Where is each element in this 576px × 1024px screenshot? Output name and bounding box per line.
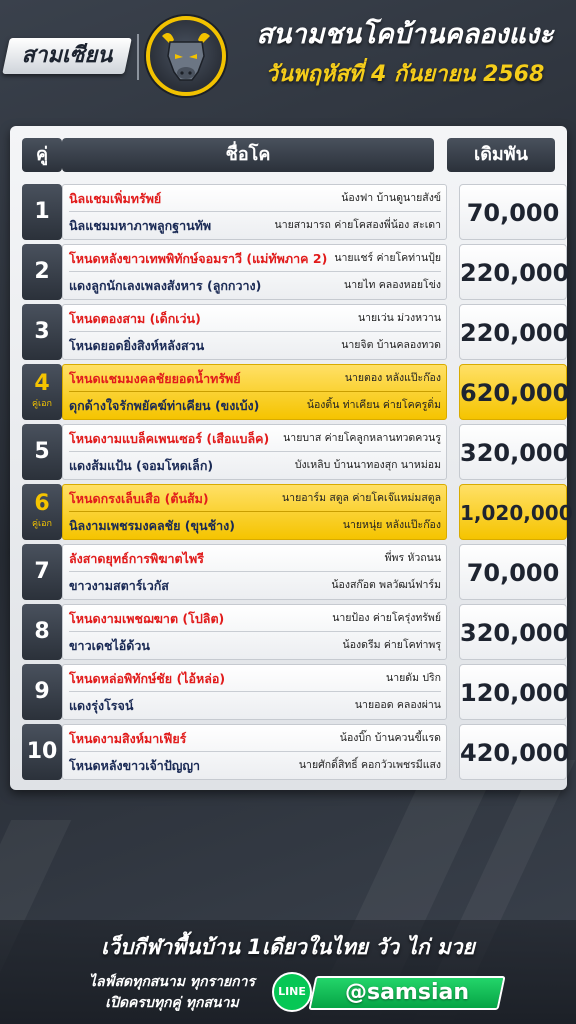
column-header-name: ชื่อโค bbox=[62, 138, 434, 172]
blue-owner: นายศักดิ์สิทธิ์ คอกวัวเพชรมีแสง bbox=[298, 759, 441, 771]
bet-amount: 320,000 bbox=[459, 424, 567, 480]
pair-number-value: 7 bbox=[34, 559, 50, 584]
brand-name: สามเซียน bbox=[21, 43, 113, 68]
blue-corner bbox=[69, 632, 441, 659]
blue-cock-name: ดุกด้างใจรักพยัคฆ์ท่าเคียน (ขงเบ้ง) bbox=[69, 398, 260, 413]
table-row bbox=[22, 724, 570, 780]
blue-owner: นายออด คลองผ่าน bbox=[354, 699, 441, 711]
red-cock-name: โหนดงามเพชฌฆาต (โปลิต) bbox=[69, 611, 225, 626]
bet-amount: 220,000 bbox=[459, 304, 567, 360]
red-corner bbox=[69, 245, 441, 272]
red-owner: นายดัม ปริก bbox=[386, 672, 441, 684]
pair-number bbox=[22, 724, 62, 780]
header-divider bbox=[137, 34, 139, 80]
red-cock-name: โหนดหล่อพิทักษ์ชัย (ไอ้หล่อ) bbox=[69, 671, 226, 686]
pair-number-value: 8 bbox=[34, 619, 50, 644]
pair-number bbox=[22, 244, 62, 300]
pair-number bbox=[22, 424, 62, 480]
blue-corner bbox=[69, 452, 441, 479]
red-cock-name: โหนดงามสิงห์มาเฟียร์ bbox=[69, 731, 187, 746]
cock-names bbox=[62, 484, 447, 540]
blue-cock-name: นิลแชมมหาภาพลูกฐานทัพ bbox=[69, 218, 212, 233]
column-header-pair: คู่ bbox=[22, 138, 62, 172]
line-id-label: @samsian bbox=[344, 980, 469, 1005]
pair-number-value: 4 bbox=[34, 371, 50, 396]
bet-amount: 220,000 bbox=[459, 244, 567, 300]
red-owner: น้องบิ๊ก บ้านควนขี้แรด bbox=[339, 732, 441, 744]
pair-number-value: 2 bbox=[34, 259, 50, 284]
cock-names bbox=[62, 544, 447, 600]
blue-owner: น้องดรีม ค่ายโคท่าพรุ bbox=[342, 639, 441, 651]
table-row bbox=[22, 484, 573, 540]
cock-names bbox=[62, 724, 447, 780]
blue-corner bbox=[69, 692, 441, 719]
pair-number bbox=[22, 664, 62, 720]
bet-amount: 620,000 bbox=[459, 364, 567, 420]
cock-names bbox=[62, 244, 447, 300]
cock-names bbox=[62, 604, 447, 660]
blue-corner bbox=[69, 272, 441, 299]
red-cock-name: โหนดตองสาม (เด็กเว่น) bbox=[69, 311, 201, 326]
bet-amount: 70,000 bbox=[459, 184, 567, 240]
main-event-tag: คู่เอก bbox=[32, 519, 52, 529]
footer-slogan: เว็บกีฬาพื้นบ้าน 1เดียวในไทย วัว ไก่ มวย bbox=[101, 935, 475, 959]
blue-cock-name: ขาวงามสตาร์เวกัส bbox=[69, 578, 169, 593]
blue-cock-name: ขาวเดชไอ้ด้วน bbox=[69, 638, 150, 653]
cock-names bbox=[62, 424, 447, 480]
red-cock-name: นิลแชมเพิ่มทรัพย์ bbox=[69, 191, 162, 206]
pair-number bbox=[22, 184, 62, 240]
red-corner bbox=[69, 665, 441, 692]
table-row bbox=[22, 184, 560, 240]
blue-corner bbox=[69, 212, 441, 239]
table-row bbox=[22, 664, 570, 720]
pair-number bbox=[22, 604, 62, 660]
blue-cock-name: โหนดหลังขาวเจ้าปัญญา bbox=[69, 758, 201, 773]
live-info-line-1: ไลฟ์สดทุกสนาม ทุกรายการ bbox=[88, 974, 256, 990]
pair-number bbox=[22, 364, 62, 420]
red-corner bbox=[69, 545, 441, 572]
red-cock-name: โหนดหลังขาวเทพพิทักษ์จอมราวี (แม่ทัพภาค 2) bbox=[69, 251, 328, 266]
blue-owner: น้องติ้น ท่าเคียน ค่ายโคครูติ่ม bbox=[306, 399, 441, 411]
main-event-tag: คู่เอก bbox=[32, 399, 52, 409]
red-owner: นายป้อง ค่ายโครุ่งทรัพย์ bbox=[332, 612, 441, 624]
red-corner bbox=[69, 605, 441, 632]
table-row bbox=[22, 304, 570, 360]
line-app-icon[interactable]: LINE bbox=[272, 972, 312, 1012]
red-corner bbox=[69, 425, 441, 452]
red-corner bbox=[69, 725, 441, 752]
bet-amount: 1,020,000 bbox=[459, 484, 567, 540]
live-info-line-2: เปิดครบทุกคู่ ทุกสนาม bbox=[105, 995, 239, 1011]
blue-owner: น้องสก๊อต พลวัฒน์ฟาร์ม bbox=[331, 579, 441, 591]
cock-names bbox=[62, 304, 447, 360]
blue-owner: นายหนุ่ย หลังแป๊ะก๊อง bbox=[342, 519, 441, 531]
pair-number-value: 10 bbox=[26, 739, 58, 764]
table-row bbox=[22, 604, 570, 660]
page-title: สนามชนโคบ้านคลองแงะ bbox=[256, 19, 554, 50]
red-cock-name: โหนดงามแบล็คเพนเซอร์ (เสือแบล็ค) bbox=[69, 431, 270, 446]
red-corner bbox=[69, 185, 441, 212]
table-row bbox=[22, 364, 570, 420]
red-cock-name: ลังสาดยุทธ์การพิฆาตไพรี bbox=[69, 551, 204, 566]
pair-number-value: 6 bbox=[34, 491, 50, 516]
blue-corner bbox=[69, 332, 441, 359]
cock-names bbox=[62, 664, 447, 720]
red-owner: นายแชร์ ค่ายโคท่านปุ้ย bbox=[334, 252, 441, 264]
red-owner: นายอาร์ม สตูล ค่ายโคเจ๊แหม่มสตูล bbox=[282, 492, 441, 504]
blue-owner: บังเหลิบ บ้านนาทองสุก นาหม่อม bbox=[294, 459, 441, 471]
red-corner bbox=[69, 485, 441, 512]
table-row bbox=[22, 544, 560, 600]
pair-number bbox=[22, 544, 62, 600]
bet-amount: 320,000 bbox=[459, 604, 567, 660]
red-owner: นายเว่น ม่วงหวาน bbox=[357, 312, 441, 324]
blue-cock-name: แดงรุ่งโรจน์ bbox=[69, 698, 134, 713]
pair-number-value: 9 bbox=[34, 679, 50, 704]
cock-names bbox=[62, 184, 447, 240]
table-row bbox=[22, 244, 570, 300]
cock-names bbox=[62, 364, 447, 420]
blue-corner bbox=[69, 752, 441, 779]
bet-amount: 70,000 bbox=[459, 544, 567, 600]
red-owner: นายตอง หลังแป๊ะก๊อง bbox=[344, 372, 441, 384]
line-id-button[interactable] bbox=[308, 976, 505, 1010]
match-table bbox=[10, 126, 573, 790]
blue-cock-name: โหนดยอดยิ่งสิงห์หลังสวน bbox=[69, 338, 205, 353]
header bbox=[0, 0, 576, 112]
bull-head-logo-icon bbox=[146, 16, 226, 96]
blue-cock-name: แดงลูกนักเลงเพลงสังหาร (ลูกกวาง) bbox=[69, 278, 262, 293]
blue-corner bbox=[69, 392, 441, 419]
pair-number-value: 1 bbox=[34, 199, 50, 224]
blue-cock-name: นิลงามเพชรมงคลชัย (ขุนช้าง) bbox=[69, 518, 235, 533]
pair-number bbox=[22, 304, 62, 360]
blue-owner: นายไท คลองหอยโข่ง bbox=[344, 279, 441, 291]
blue-cock-name: แดงส้มแป้น (จอมโหดเล็ก) bbox=[69, 458, 214, 473]
red-owner: นายบาส ค่ายโคลูกหลานทวดควนรู bbox=[283, 432, 441, 444]
blue-corner bbox=[69, 572, 441, 599]
bet-amount: 420,000 bbox=[459, 724, 567, 780]
pair-number-value: 3 bbox=[34, 319, 50, 344]
pair-number-value: 5 bbox=[34, 439, 50, 464]
brand-badge bbox=[2, 38, 132, 74]
red-owner: พี่พร หัวถนน bbox=[384, 552, 441, 564]
event-date: วันพฤหัสที่ 4 กันยายน 2568 bbox=[265, 62, 545, 87]
red-cock-name: โหนดกรงเล็บเสือ (ต้นส้ม) bbox=[69, 491, 209, 506]
red-owner: น้องฟา บ้านดูนายสังข์ bbox=[341, 192, 441, 204]
bet-amount: 120,000 bbox=[459, 664, 567, 720]
blue-owner: นายจิต บ้านคลองทวด bbox=[341, 339, 441, 351]
table-row bbox=[22, 424, 570, 480]
red-corner bbox=[69, 305, 441, 332]
red-cock-name: โหนดแชมมงคลชัยยอดน้ำทรัพย์ bbox=[69, 371, 241, 386]
pair-number bbox=[22, 484, 62, 540]
column-header-bet: เดิมพัน bbox=[447, 138, 555, 172]
blue-corner bbox=[69, 512, 441, 539]
red-corner bbox=[69, 365, 441, 392]
blue-owner: นายสามารถ ค่ายโคสองพี่น้อง สะเดา bbox=[274, 219, 441, 231]
